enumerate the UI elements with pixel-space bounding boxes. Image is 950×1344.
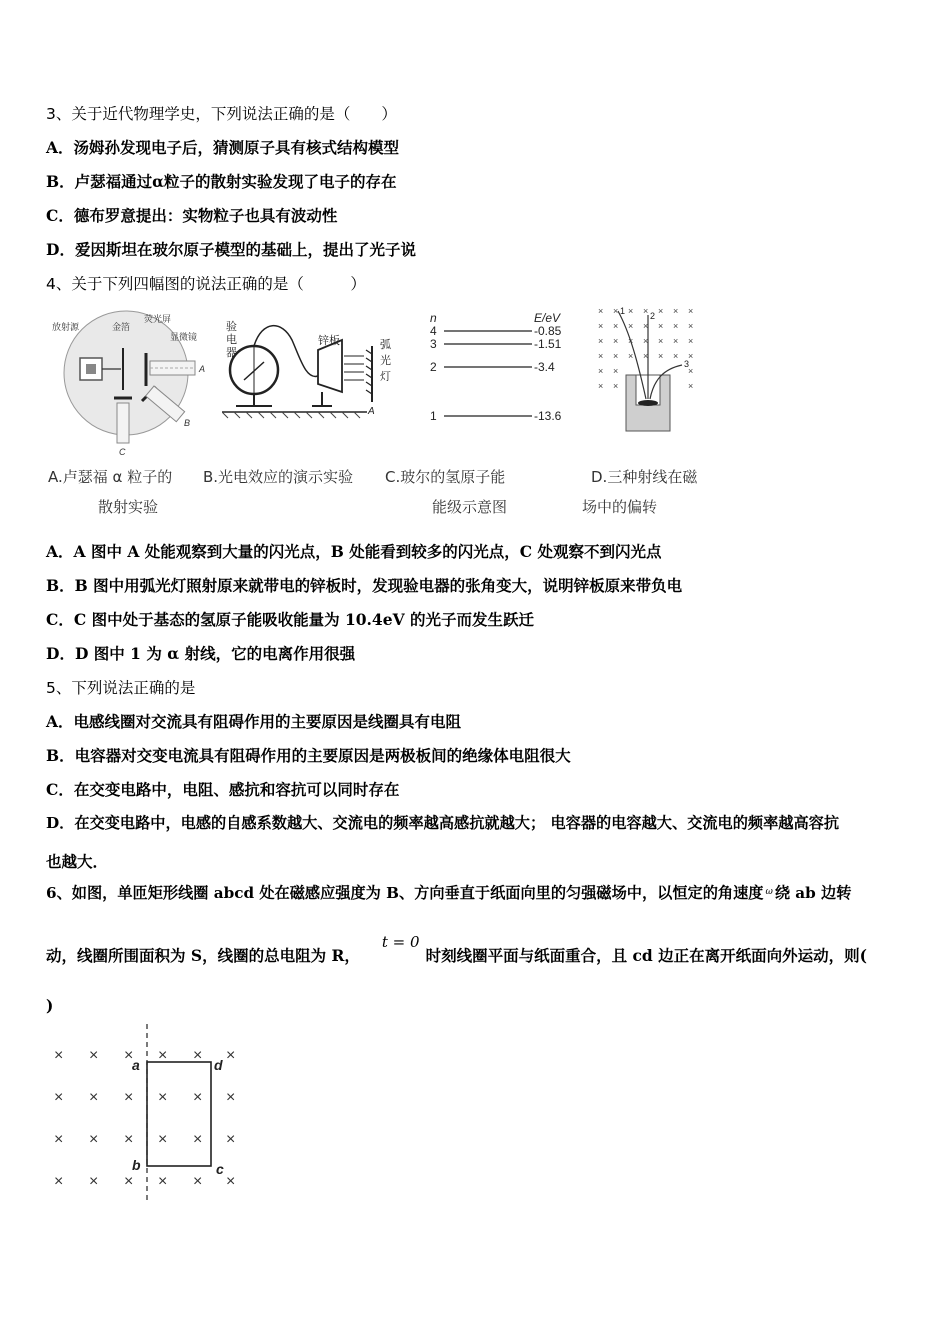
fig-d-caption: D.三种射线在磁 [591, 468, 698, 486]
field-cross-mark: × [598, 351, 604, 361]
corner-d-label: d [214, 1057, 223, 1073]
field-cross-mark: × [688, 306, 694, 316]
figure-q6-coil [46, 1024, 256, 1206]
field-cross-mark: × [673, 306, 679, 316]
field-cross-mark: × [158, 1131, 168, 1148]
q5-option-c: C．在交变电路中，电阻、感抗和容抗可以同时存在 [46, 780, 400, 799]
fig-b-label-hu: 弧 [380, 339, 391, 351]
field-cross-mark: × [658, 306, 664, 316]
q5-option-b: B．电容器对交变电流具有阻碍作用的主要原因是两极板间的绝缘体电阻很大 [46, 746, 571, 765]
field-cross-mark: × [628, 351, 634, 361]
svg-text:3: 3 [430, 337, 437, 351]
field-cross-mark: × [643, 351, 649, 361]
q5-option-d: D．在交变电路中，电感的自感系数越大、交流电的频率越高感抗就越大； 电容器的电容越大、交流电的频率越高容抗 [46, 814, 840, 832]
field-cross-mark: × [193, 1089, 203, 1106]
field-cross-mark: × [658, 351, 664, 361]
fig-a-label-source: 放射源 [52, 322, 80, 332]
field-cross-mark: × [158, 1047, 168, 1064]
field-cross-mark: × [613, 366, 619, 376]
fig-d-ray-2: 2 [650, 311, 656, 321]
fig-b-label-guang: 光 [380, 355, 391, 367]
field-cross-mark: × [673, 351, 679, 361]
t-zero-formula: t = 0 [381, 933, 420, 951]
figure-b-photoelectric [222, 310, 402, 425]
fig-d-ray-3: 3 [684, 359, 690, 369]
fig-c-level [430, 324, 562, 338]
field-cross-mark: × [54, 1089, 64, 1106]
figure-c-energy-levels [424, 310, 584, 425]
field-cross-mark: × [673, 336, 679, 346]
field-cross-mark: × [89, 1047, 99, 1064]
fig-c-caption: C.玻尔的氢原子能 [385, 468, 506, 486]
field-cross-mark: × [598, 336, 604, 346]
fig-a-label-foil: 金箔 [112, 322, 131, 332]
q3-option-c: C．德布罗意提出：实物粒子也具有波动性 [46, 206, 338, 225]
fig-c-n-label: n [430, 311, 437, 325]
q6-stem-part1b: 绕 ab 边转 [774, 884, 852, 902]
fig-a-caption-2: 散射实验 [98, 498, 159, 516]
field-cross-mark: × [613, 321, 619, 331]
q6-stem-part1: 6、如图，单匝矩形线圈 abcd 处在磁感应强度为 B、方向垂直于纸面向里的匀强磁场中，以恒定的角速度 [46, 884, 764, 902]
field-cross-mark: × [688, 381, 694, 391]
field-cross-mark: × [613, 381, 619, 391]
fig-b-label-deng: 灯 [380, 371, 391, 383]
field-cross-mark: × [226, 1131, 236, 1148]
field-cross-mark: × [124, 1047, 134, 1064]
corner-c-label: c [216, 1161, 224, 1177]
fig-d-caption-2: 场中的偏转 [582, 498, 658, 516]
q4-stem: 4、关于下列四幅图的说法正确的是（ ） [46, 275, 366, 293]
q4-option-c: C．C 图中处于基态的氢原子能吸收能量为 10.4eV 的光子而发生跃迁 [46, 610, 535, 629]
q6-stem-line3: ) [46, 996, 54, 1015]
fig-c-e-label: E/eV [534, 311, 561, 325]
q5-option-a: A．电感线圈对交流具有阻碍作用的主要原因是线圈具有电阻 [46, 712, 462, 731]
fig-c-caption-2: 能级示意图 [432, 498, 508, 516]
field-cross-mark: × [54, 1173, 64, 1190]
field-cross-mark: × [89, 1131, 99, 1148]
field-cross-mark: × [688, 366, 694, 376]
q6-stem-part2a: 动，线圈所围面积为 S，线圈的总电阻为 R， [46, 946, 360, 965]
svg-text:2: 2 [430, 360, 437, 374]
field-cross-mark: × [613, 336, 619, 346]
svg-text:4: 4 [430, 324, 437, 338]
field-cross-mark: × [598, 381, 604, 391]
field-cross-mark: × [226, 1089, 236, 1106]
field-cross-mark: × [124, 1131, 134, 1148]
field-cross-mark: × [54, 1047, 64, 1064]
fig-b-label-a: A [368, 406, 375, 417]
field-cross-mark: × [124, 1089, 134, 1106]
q5-option-d-continued: 也越大． [46, 852, 109, 871]
svg-text:1: 1 [430, 409, 437, 423]
fig-b-label-qi: 器 [226, 347, 237, 359]
fig-b-caption: B.光电效应的演示实验 [203, 468, 354, 486]
field-cross-mark: × [124, 1173, 134, 1190]
field-cross-mark: × [193, 1131, 203, 1148]
q5-stem: 5、下列说法正确的是 [46, 679, 196, 697]
fig-b-label-yan: 验 [226, 321, 237, 333]
field-cross-mark: × [598, 321, 604, 331]
fig-b-label-zinc: 锌板 [318, 335, 340, 347]
omega-symbol: ω [765, 887, 773, 897]
field-cross-mark: × [628, 321, 634, 331]
fig-a-caption: A.卢瑟福 α 粒子的 [48, 468, 173, 486]
field-cross-mark: × [598, 366, 604, 376]
field-cross-mark: × [89, 1173, 99, 1190]
field-cross-mark: × [643, 321, 649, 331]
field-cross-mark: × [598, 306, 604, 316]
field-cross-mark: × [193, 1173, 203, 1190]
field-cross-mark: × [628, 306, 634, 316]
field-cross-mark: × [89, 1089, 99, 1106]
fig-b-label-dian: 电 [226, 334, 237, 346]
svg-text:-0.85: -0.85 [534, 324, 562, 338]
field-cross-mark: × [613, 351, 619, 361]
field-cross-mark: × [658, 321, 664, 331]
field-cross-mark: × [613, 306, 619, 316]
fig-d-ray-1: 1 [620, 306, 626, 316]
q6-stem-line1 [46, 882, 851, 903]
fig-c-level [430, 360, 555, 374]
figure-d-ray-deflection [592, 303, 714, 435]
q6-stem-line2 [46, 933, 867, 966]
field-cross-mark: × [54, 1131, 64, 1148]
corner-a-label: a [132, 1057, 140, 1073]
fig-a-label-screen: 荧光屏 [144, 314, 172, 324]
field-cross-mark: × [688, 321, 694, 331]
svg-text:-3.4: -3.4 [534, 360, 555, 374]
fig-a-label-c: C [119, 447, 126, 457]
svg-text:-13.6: -13.6 [534, 409, 562, 423]
fig-a-label-microscope: 显微镜 [170, 332, 198, 342]
fig-a-label-b: B [184, 418, 191, 428]
svg-text:-1.51: -1.51 [534, 337, 562, 351]
field-cross-mark: × [193, 1047, 203, 1064]
fig-c-level [430, 337, 562, 351]
q6-stem-part2b: 时刻线圈平面与纸面重合，且 cd 边正在离开纸面向外运动，则( [425, 946, 867, 965]
field-cross-mark: × [688, 351, 694, 361]
field-cross-mark: × [643, 306, 649, 316]
corner-b-label: b [132, 1157, 141, 1173]
q3-option-d: D．爱因斯坦在玻尔原子模型的基础上，提出了光子说 [46, 240, 416, 259]
field-cross-mark: × [673, 321, 679, 331]
fig-a-label-a: A [199, 364, 206, 374]
q4-option-a: A．A 图中 A 处能观察到大量的闪光点，B 处能看到较多的闪光点，C 处观察不到闪光点 [46, 542, 662, 561]
field-cross-mark: × [658, 336, 664, 346]
figure-a-rutherford [46, 308, 211, 458]
field-cross-mark: × [688, 336, 694, 346]
field-cross-mark: × [158, 1173, 168, 1190]
q3-stem: 3、关于近代物理学史，下列说法正确的是（ ） [46, 105, 397, 123]
field-cross-mark: × [226, 1173, 236, 1190]
q3-option-a: A．汤姆孙发现电子后，猜测原子具有核式结构模型 [46, 138, 400, 157]
q3-option-b: B．卢瑟福通过α粒子的散射实验发现了电子的存在 [46, 172, 397, 191]
field-cross-mark: × [226, 1047, 236, 1064]
field-cross-mark: × [628, 336, 634, 346]
fig-c-level [430, 409, 562, 423]
field-cross-mark: × [643, 336, 649, 346]
q4-option-b: B．B 图中用弧光灯照射原来就带电的锌板时，发现验电器的张角变大，说明锌板原来带负电 [46, 576, 683, 595]
field-cross-mark: × [158, 1089, 168, 1106]
q4-option-d: D．D 图中 1 为 α 射线，它的电离作用很强 [46, 644, 356, 663]
